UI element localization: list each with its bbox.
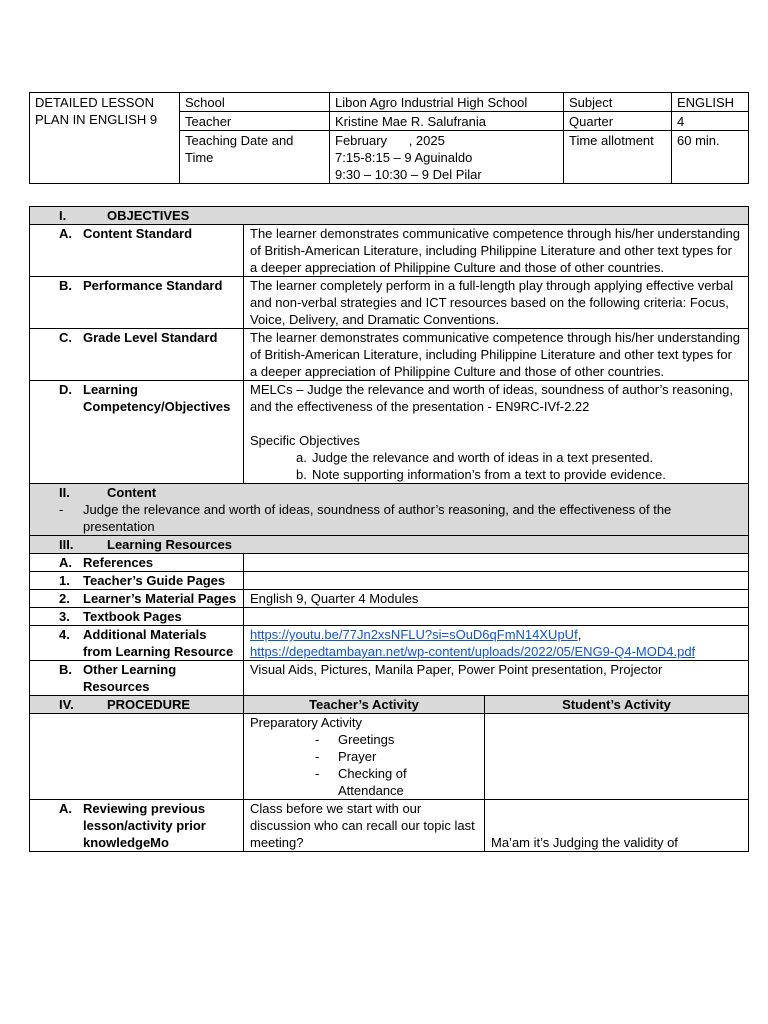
performance-standard-text: The learner completely perform in a full-length play through applying effective verbal and non-verbal strategies and ICT resources based on the following criteria: Focus, Voice, Delivery, and Dramatic Conventions. [244,277,749,329]
item-label: Content Standard [83,226,193,241]
resources-section-row [30,536,749,554]
section-number: III. [59,537,74,552]
student-activity-header: Student’s Activity [485,696,749,714]
link-separator: , [577,627,582,642]
preparatory-title: Preparatory Activity [250,715,362,730]
textbook-row [30,608,749,626]
learning-competency-row [30,381,749,484]
references-row [30,554,749,572]
time-allotment-value: 60 min. [672,131,749,184]
school-value: Libon Agro Industrial High School [330,93,564,112]
item-letter: D. [59,382,72,397]
item-label: Performance Standard [83,278,223,293]
section-title: OBJECTIVES [107,208,190,223]
subject-label: Subject [564,93,672,112]
teaching-date-label: Teaching Date and Time [180,131,330,184]
item-label: References [83,555,154,570]
list-item: - Prayer [315,749,377,764]
teacher-label: Teacher [180,112,330,131]
schedule-line: 9:30 – 10:30 – 9 Del Pilar [335,167,482,182]
item-letter: 3. [59,609,70,624]
references-value [244,554,749,572]
grade-level-standard-row [30,329,749,381]
teacher-activity-header: Teacher’s Activity [244,696,485,714]
learners-material-value: English 9, Quarter 4 Modules [244,590,749,608]
item-label: Reviewing previous lesson/activity prior knowledgeMo [83,801,206,850]
content-standard-text: The learner demonstrates communicative competence through his/her understanding of British-American Literature, including Philippine Literature and other text types for a deeper appreciation of Philippine Culture and those of other countries. [244,225,749,277]
item-label: Additional Materials from Learning Resource [83,627,234,659]
grade-level-standard-text: The learner demonstrates communicative competence through his/her understanding of British-American Literature, including Philippine Literature and other text types for a deeper appreciation of Philippine Culture and those of other countries. [244,329,749,381]
list-item: - Greetings [315,732,395,747]
reviewing-teacher-text: Class before we start with our discussion who can recall our topic last meeting? [244,800,485,852]
melc-text: MELCs – Judge the relevance and worth of ideas, soundness of author’s reasoning, and the effectiveness of the presentation - EN9RC-IVf-2.22 [250,382,733,414]
section-title: PROCEDURE [107,697,191,712]
learning-competency-cell [244,381,749,484]
section-title: Content [107,485,157,500]
content-text: Judge the relevance and worth of ideas, soundness of author’s reasoning, and the effectiveness of the presentation [83,502,672,534]
section-number: II. [59,485,70,500]
item-label: Other Learning Resources [83,662,177,694]
teaching-date-value [330,131,564,184]
content-section-row [30,484,749,536]
item-label: Learning Competency/Objectives [83,382,231,414]
youtube-link[interactable]: https://youtu.be/77Jn2xsNFLU?si=sOuD6qFmN14XUpUf [250,627,578,642]
performance-standard-row [30,277,749,329]
depedtambayan-link[interactable]: https://depedtambayan.net/wp-content/uploads/2022/05/ENG9-Q4-MOD4.pdf [250,644,696,659]
item-letter: 2. [59,591,70,606]
section-number: IV. [59,697,74,712]
item-letter: A. [59,801,72,816]
subject-value: ENGLISH [672,93,749,112]
item-letter: 4. [59,627,70,642]
item-letter: C. [59,330,72,345]
teacher-value: Kristine Mae R. Salufrania [330,112,564,131]
item-label: Grade Level Standard [83,330,218,345]
quarter-value: 4 [672,112,749,131]
lesson-plan-main-table [29,206,749,852]
item-letter: B. [59,278,72,293]
item-letter: A. [59,226,72,241]
specific-objectives-title: Specific Objectives [250,433,360,448]
teachers-guide-value [244,572,749,590]
procedure-header-row [30,696,749,714]
additional-materials-cell [244,626,749,661]
other-resources-row [30,661,749,696]
schedule-line: 7:15-8:15 – 9 Aguinaldo [335,150,473,165]
objectives-section-row [30,207,749,225]
preparatory-row [30,714,749,800]
list-item: a. Judge the relevance and worth of ideas in a text presented. [296,450,654,465]
other-resources-value: Visual Aids, Pictures, Manila Paper, Power Point presentation, Projector [244,661,749,696]
item-letter: 1. [59,573,70,588]
teachers-guide-row [30,572,749,590]
list-item: b. Note supporting information’s from a text to provide evidence. [296,467,666,482]
school-label: School [180,93,330,112]
content-standard-row [30,225,749,277]
item-letter: B. [59,662,72,677]
textbook-value [244,608,749,626]
specific-objectives-list [250,449,742,483]
additional-materials-row [30,626,749,661]
item-letter: A. [59,555,72,570]
section-title: Learning Resources [107,537,232,552]
item-label: Textbook Pages [83,609,182,624]
document-title: DETAILED LESSON PLAN IN ENGLISH 9 [30,93,180,184]
section-number: I. [59,208,67,223]
lesson-plan-header-table [29,92,749,184]
quarter-label: Quarter [564,112,672,131]
preparatory-list [250,731,478,799]
item-label: Teacher’s Guide Pages [83,573,226,588]
reviewing-student-text: Ma’am it’s Judging the validity of [485,800,749,852]
date-line: February , 2025 [335,133,445,148]
reviewing-row [30,800,749,852]
list-item: - Checking of Attendance [315,766,407,798]
dash-marker: - [59,502,64,517]
item-label: Learner’s Material Pages [83,591,237,606]
preparatory-activity-cell [244,714,485,800]
time-allotment-label: Time allotment [564,131,672,184]
learners-material-row [30,590,749,608]
